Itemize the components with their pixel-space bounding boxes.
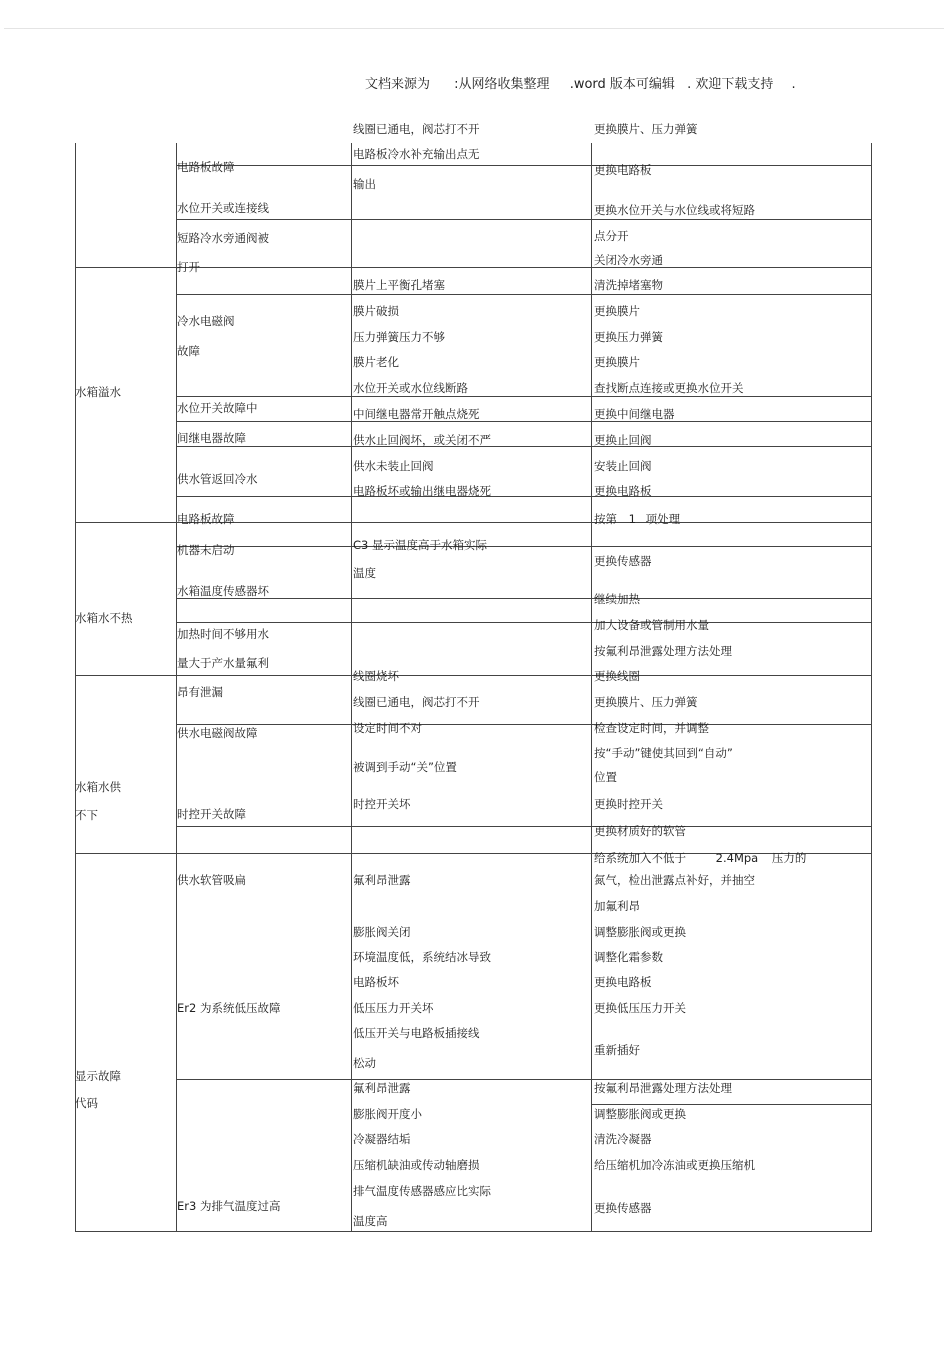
cause-text: 被调到手动“关”位置: [353, 760, 457, 774]
problem-text: 时控开关故障: [177, 807, 246, 821]
solution-text: [594, 512, 680, 526]
solution-text: 更换电路板: [594, 975, 652, 989]
solution-text: 更换电路板: [594, 484, 652, 498]
solution-text: 更换中间继电器: [594, 407, 675, 421]
cause-text: 设定时间不对: [353, 721, 422, 735]
problem-text: 电路板故障: [177, 512, 235, 526]
solution-text: 更换膜片、压力弹簧: [594, 695, 698, 709]
cause-text: 膨胀阀关闭: [353, 925, 411, 939]
category-label: 水箱水供: [75, 780, 121, 794]
problem-text: 间继电器故障: [177, 431, 246, 445]
problem-text: 量大于产水量氟利: [177, 656, 269, 670]
row-divider: [176, 598, 871, 599]
row-divider: [176, 1079, 871, 1080]
cause-text: 时控开关坏: [353, 797, 411, 811]
solution-text: [594, 851, 806, 865]
page-frame: [4, 28, 944, 1329]
solution-text: 按“手动”键使其回到“自动”: [594, 746, 733, 760]
solution-part: 给系统加入不低于: [594, 851, 686, 865]
row-divider: [176, 622, 871, 623]
cause-text: 膜片老化: [353, 355, 399, 369]
category-label: 水箱溢水: [75, 385, 121, 399]
problem-text: Er3 为排气温度过高: [177, 1199, 281, 1213]
cause-text: 膨胀阀开度小: [353, 1107, 422, 1121]
solution-text: 更换线圈: [594, 669, 640, 683]
problem-text: 故障: [177, 344, 200, 358]
solution-text: 更换水位开关与水位线或将短路: [594, 203, 755, 217]
solution-text: 更换传感器: [594, 1201, 652, 1215]
solution-text: 调整膨胀阀或更换: [594, 925, 686, 939]
table-bottom-border: [75, 1231, 871, 1232]
solution-text: 加氟利昂: [594, 899, 640, 913]
table-right-border: [871, 143, 872, 1232]
problem-text: 短路冷水旁通阀被: [177, 231, 269, 245]
solution-text: 重新插好: [594, 1043, 640, 1057]
cause-text: 氟利昂泄露: [353, 873, 411, 887]
cause-text: 水位开关或水位线断路: [353, 381, 468, 395]
row-divider: [176, 724, 871, 725]
solution-part: 2.4Mpa: [715, 851, 759, 865]
row-divider: [176, 546, 871, 547]
solution-text: 更换膜片、压力弹簧: [594, 122, 698, 136]
cause-text: 电路板冷水补充输出点无: [353, 147, 480, 161]
header-end: .: [791, 77, 796, 92]
row-divider: [176, 421, 871, 422]
solution-text: 更换低压压力开关: [594, 1001, 686, 1015]
cause-text: 松动: [353, 1056, 376, 1070]
cause-text: C3 显示温度高于水箱实际: [353, 538, 488, 552]
solution-text: 更换止回阀: [594, 433, 652, 447]
cause-text: 排气温度传感器感应比实际: [353, 1184, 491, 1198]
solution-text: 更换材质好的软管: [594, 824, 686, 838]
problem-text: Er2 为系统低压故障: [177, 1001, 281, 1015]
solution-text: 调整膨胀阀或更换: [594, 1107, 686, 1121]
solution-text: 按氟利昂泄露处理方法处理: [594, 1081, 732, 1095]
row-divider: [176, 219, 871, 220]
cause-text: 压力弹簧压力不够: [353, 330, 445, 344]
row-divider: [176, 496, 871, 497]
problem-text: 机器未启动: [177, 543, 235, 557]
problem-text: 水位开关故障中: [177, 401, 258, 415]
solution-text: 关闭冷水旁通: [594, 253, 663, 267]
solution-text: 检查设定时间，并调整: [594, 721, 709, 735]
problem-text: 电路板故障: [177, 160, 235, 174]
category-label: 代码: [75, 1096, 98, 1110]
solution-part: 压力的: [771, 851, 807, 865]
header-editable: .word 版本可编辑: [569, 77, 675, 92]
problem-text: 供水软管吸扁: [177, 873, 246, 887]
solution-text: 安装止回阀: [594, 459, 652, 473]
row-divider: [176, 826, 871, 827]
solution-text: 位置: [594, 770, 617, 784]
problem-text: 水位开关或连接线: [177, 201, 269, 215]
cause-text: 温度: [353, 566, 376, 580]
solution-text: 氮气，检出泄露点补好，并抽空: [594, 873, 755, 887]
solution-part: 1: [628, 512, 636, 526]
section-divider: [75, 675, 871, 676]
solution-text: 更换电路板: [594, 163, 652, 177]
cause-text: 压缩机缺油或传动轴磨损: [353, 1158, 480, 1172]
solution-text: 清洗冷凝器: [594, 1132, 652, 1146]
header-welcome: . 欢迎下载支持: [687, 77, 774, 92]
cause-text: 线圈已通电，阀芯打不开: [353, 122, 480, 136]
row-divider: [591, 1104, 871, 1105]
document-source-header: [365, 73, 796, 92]
solution-text: 加大设备或管制用水量: [594, 618, 709, 632]
cause-text: 线圈已通电，阀芯打不开: [353, 695, 480, 709]
category-label: 显示故障: [75, 1069, 121, 1083]
problem-text: 冷水电磁阀: [177, 314, 235, 328]
header-source: 文档来源为: [365, 77, 431, 92]
problem-text: 供水电磁阀故障: [177, 726, 258, 740]
cause-text: 氟利昂泄露: [353, 1081, 411, 1095]
solution-text: 更换膜片: [594, 304, 640, 318]
cause-text: 膜片破损: [353, 304, 399, 318]
cause-text: 供水未装止回阀: [353, 459, 434, 473]
table-col-divider-3: [591, 143, 592, 1232]
row-divider: [176, 446, 871, 447]
solution-text: 按氟利昂泄露处理方法处理: [594, 644, 732, 658]
problem-text: 水箱温度传感器坏: [177, 584, 269, 598]
solution-text: 清洗掉堵塞物: [594, 278, 663, 292]
category-label: 不下: [75, 808, 98, 822]
cause-text: 低压开关与电路板插接线: [353, 1026, 480, 1040]
solution-text: 继续加热: [594, 592, 640, 606]
row-divider: [176, 396, 871, 397]
solution-text: 给压缩机加冷冻油或更换压缩机: [594, 1158, 755, 1172]
cause-text: 线圈烧坏: [353, 669, 399, 683]
solution-part: 项处理: [645, 512, 681, 526]
cause-text: 中间继电器常开触点烧死: [353, 407, 480, 421]
solution-text: 更换膜片: [594, 355, 640, 369]
solution-part: 按第: [594, 512, 617, 526]
problem-text: 供水管返回冷水: [177, 472, 258, 486]
cause-text: 膜片上平衡孔堵塞: [353, 278, 445, 292]
problem-text: 昂有泄漏: [177, 685, 223, 699]
row-divider: [176, 165, 871, 166]
solution-text: 调整化霜参数: [594, 950, 663, 964]
cause-text: 供水止回阀坏，或关闭不严: [353, 433, 491, 447]
problem-text: 加热时间不够用水: [177, 627, 269, 641]
cause-text: 输出: [353, 177, 376, 191]
cause-text: 低压压力开关坏: [353, 1001, 434, 1015]
header-collected: :从网络收集整理: [454, 77, 550, 92]
solution-text: 更换压力弹簧: [594, 330, 663, 344]
cause-text: 电路板坏或输出继电器烧死: [353, 484, 491, 498]
cause-text: 温度高: [353, 1214, 388, 1228]
solution-text: 更换传感器: [594, 554, 652, 568]
row-divider: [176, 294, 871, 295]
problem-text: 打开: [177, 260, 200, 274]
cause-text: 电路板坏: [353, 975, 399, 989]
table-col-divider-2: [351, 143, 352, 1232]
cause-text: 环境温度低，系统结冰导致: [353, 950, 491, 964]
category-label: 水箱水不热: [75, 611, 133, 625]
solution-text: 查找断点连接或更换水位开关: [594, 381, 744, 395]
solution-text: 点分开: [594, 229, 629, 243]
solution-text: 更换时控开关: [594, 797, 663, 811]
cause-text: 冷凝器结垢: [353, 1132, 411, 1146]
